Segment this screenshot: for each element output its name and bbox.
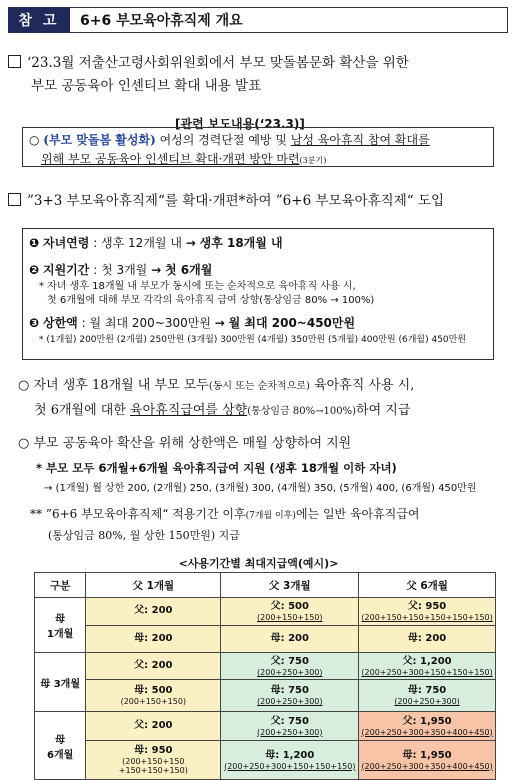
press-lead: (부모 맞돌봄 활성화)	[43, 133, 156, 147]
cell-value: 父: 500	[270, 600, 309, 612]
row-label-line2: 1개월	[46, 629, 74, 640]
bullet-1-a: 자녀 생후 18개월 내 부모 모두	[33, 378, 209, 393]
summary-item-3	[29, 314, 487, 333]
table-header-row	[35, 573, 496, 598]
table-cell	[359, 598, 496, 626]
bullet-1-a2: 육아휴직 사용 시,	[309, 378, 415, 393]
cell-value: 父: 950	[407, 600, 447, 612]
table-cell	[86, 741, 221, 780]
table-row	[35, 741, 496, 780]
table-cell	[86, 653, 221, 680]
table-cell	[359, 680, 496, 712]
item-2-label: 지원기간	[43, 263, 90, 277]
cell-formula: (200+250+300+350+400+450)	[361, 761, 493, 771]
arrow-right-icon: →	[185, 236, 196, 250]
cell-formula: (200+250+300)	[257, 697, 323, 707]
section-1	[8, 52, 508, 98]
item-3-before: : 월 최대 200~300만원	[77, 316, 215, 330]
item-1-after: 생후 18개월 내	[199, 236, 283, 250]
item-2-note-a: * 자녀 생후 18개월 내 부모가 동시에 또는 순차적으로 육아휴직 사용 시,	[39, 281, 356, 292]
cell-formula: (200+150+150)	[120, 697, 187, 707]
item-1-before: : 생후 12개월 내	[89, 236, 186, 250]
number-3-icon: ❸	[29, 316, 40, 330]
cell-value: 父: 1,200	[402, 655, 452, 667]
cell-value: 母: 200	[407, 632, 447, 644]
section-1-line1: ‘23.3월 저출산고령사회위원회에서 부모 맞돌봄문화 확산을 위한	[27, 55, 409, 71]
cell-value: 母: 1,200	[265, 749, 315, 761]
item-2-after: 첫 6개월	[164, 263, 213, 277]
bullet-2-text: 부모 공동육아 확산을 위해 상한액은 매월 상향하여 지원	[33, 436, 352, 451]
table-cell	[221, 598, 359, 626]
header-dad-3: 父 3개월	[221, 573, 359, 598]
cell-value: 母: 950	[134, 745, 173, 756]
circle-bullet-icon: ○	[18, 378, 34, 393]
cell-value: 父: 750	[270, 655, 309, 667]
star-note-2	[30, 505, 500, 545]
section-2-text: ”3+3 부모육아휴직제“를 확대·개편*하여 ”6+6 부모육아휴직제“ 도입	[27, 193, 445, 209]
payment-table	[34, 572, 496, 780]
cell-formula: (200+250+300+350+400+450)	[361, 727, 493, 737]
table-cell	[221, 625, 359, 653]
header-dad-1: 父 1개월	[86, 573, 221, 598]
star-note-2-b: 에는 일반 육아휴직급여	[295, 507, 420, 521]
section-1-line2: 부모 공동육아 인센티브 확대 내용 발표	[31, 78, 262, 94]
cell-value: 母: 750	[270, 685, 309, 697]
cell-formula: (200+250+300+150+150+150)	[224, 761, 356, 771]
press-box	[22, 127, 494, 167]
table-row	[35, 680, 496, 712]
table-cell	[359, 625, 496, 653]
star-note-1	[36, 460, 506, 497]
cell-formula: (200+150+150+150+150+150)	[361, 612, 493, 622]
row-label	[35, 598, 86, 653]
summary-item-1	[29, 234, 487, 253]
press-text: 여성의 경력단절 예방 및	[155, 133, 291, 147]
bullet-1-a-small: (동시 또는 순차적으로)	[208, 381, 310, 392]
bullet-1-b-small: (통상임금 80%→100%)	[247, 406, 357, 417]
star-note-2-a: ** ”6+6 부모육아휴직제“ 적용기간 이후	[30, 507, 246, 521]
cell-formula: (200+150+150	[122, 757, 185, 766]
row-label-line1: 母 3개월	[40, 678, 80, 690]
summary-box	[22, 228, 494, 360]
item-3-label: 상한액	[43, 316, 78, 330]
table-cell	[86, 680, 221, 712]
header-dad-6: 父 6개월	[359, 573, 496, 598]
circle-bullet-icon: ○	[29, 133, 44, 147]
cell-formula: (200+250+300)	[257, 667, 323, 677]
table-cell	[221, 712, 359, 741]
row-label-line1: 母	[55, 614, 66, 625]
checkbox-square-icon	[8, 55, 21, 68]
cell-formula: (200+250+300+150+150+150)	[361, 667, 493, 677]
cell-formula: (200+250+300)	[257, 727, 323, 737]
cell-formula-2: +150+150+150)	[118, 766, 188, 775]
summary-item-2	[29, 261, 487, 280]
cell-value: 母: 500	[134, 685, 173, 697]
press-label: [관련 보도내용(‘23.3)]	[175, 117, 305, 131]
item-3-after: 월 최대 200~450만원	[228, 316, 356, 330]
table-row	[35, 653, 496, 680]
table-cell	[359, 653, 496, 680]
item-3-note: * (1개월) 200만원 (2개월) 250만원 (3개월) 300만원 (4개월) 350만원 (5개월) 400만원 (6개월) 450만원	[39, 335, 467, 345]
row-label-line1: 母	[55, 734, 66, 746]
table-cell	[221, 680, 359, 712]
row-label-line2: 6개월	[46, 749, 74, 761]
table-cell	[86, 712, 221, 741]
cell-value: 父: 200	[134, 720, 173, 731]
table-cell	[359, 712, 496, 741]
cell-value: 父: 200	[134, 660, 173, 672]
page-title: 6+6 부모육아휴직제 개요	[70, 7, 508, 33]
table-row	[35, 598, 496, 626]
cell-value: 母: 200	[134, 632, 173, 644]
table-cell	[359, 741, 496, 780]
table-row	[35, 625, 496, 653]
section-2	[8, 190, 508, 213]
cell-value: 父: 200	[134, 605, 173, 617]
item-2-note-b: 첫 6개월에 대해 부모 각각의 육아휴직 급여 상향(통상임금 80% → 100%)	[47, 295, 375, 306]
cell-formula: (200+150+150)	[257, 612, 323, 622]
star-note-1-bold: * 부모 모두 6개월+6개월 육아휴직급여 지원 (생후 18개월 이하 자녀)	[36, 461, 397, 475]
table-caption: <사용기간별 최대지급액(예시)>	[178, 557, 339, 570]
table-cell	[86, 598, 221, 626]
header	[8, 7, 508, 33]
table-cell	[86, 625, 221, 653]
table-cell	[221, 741, 359, 780]
item-1-label: 자녀연령	[43, 236, 90, 250]
number-1-icon: ❶	[29, 236, 40, 250]
press-small: (3분기)	[299, 156, 327, 165]
circle-bullet-icon: ○	[18, 436, 34, 451]
table-cell	[221, 653, 359, 680]
header-badge: 참 고	[8, 7, 70, 33]
checkbox-square-icon	[8, 193, 21, 206]
cell-formula: (200+250+300)	[394, 697, 460, 707]
press-underline-1: 남성 육아휴직 참여 확대를	[290, 133, 430, 147]
star-note-2-small: (7개월 이후)	[245, 511, 296, 521]
item-2-before: : 첫 3개월	[89, 263, 152, 277]
cell-value: 母: 200	[270, 632, 309, 644]
star-note-2-line2: (통상임금 80%, 월 상한 150만원) 지급	[48, 529, 240, 542]
arrow-right-icon: →	[151, 263, 162, 277]
star-note-1-detail: → (1개월) 월 상한 200, (2개월) 250, (3개월) 300, (4개월) 350, (5개월) 400, (6개월) 450만원	[44, 483, 477, 494]
bullet-1-b: 첫 6개월에 대한	[34, 403, 131, 418]
cell-value: 父: 750	[270, 715, 309, 727]
number-2-icon: ❷	[29, 263, 40, 277]
bullet-2	[18, 432, 508, 456]
cell-value: 母: 750	[407, 685, 447, 697]
row-label	[35, 653, 86, 712]
bullet-1-b2: 하여 지급	[356, 403, 411, 418]
cell-value: 母: 1,950	[402, 749, 452, 761]
table-row	[35, 712, 496, 741]
cell-value: 父: 1,950	[402, 715, 452, 727]
arrow-right-icon: →	[214, 316, 225, 330]
row-label	[35, 712, 86, 780]
header-category: 구분	[35, 573, 86, 598]
bullet-1-underline: 육아휴직급여를 상향	[130, 403, 248, 418]
bullet-1	[18, 374, 508, 424]
press-underline-2: 위해 부모 공동육아 인센티브 확대·개편 방안 마련	[41, 152, 300, 166]
